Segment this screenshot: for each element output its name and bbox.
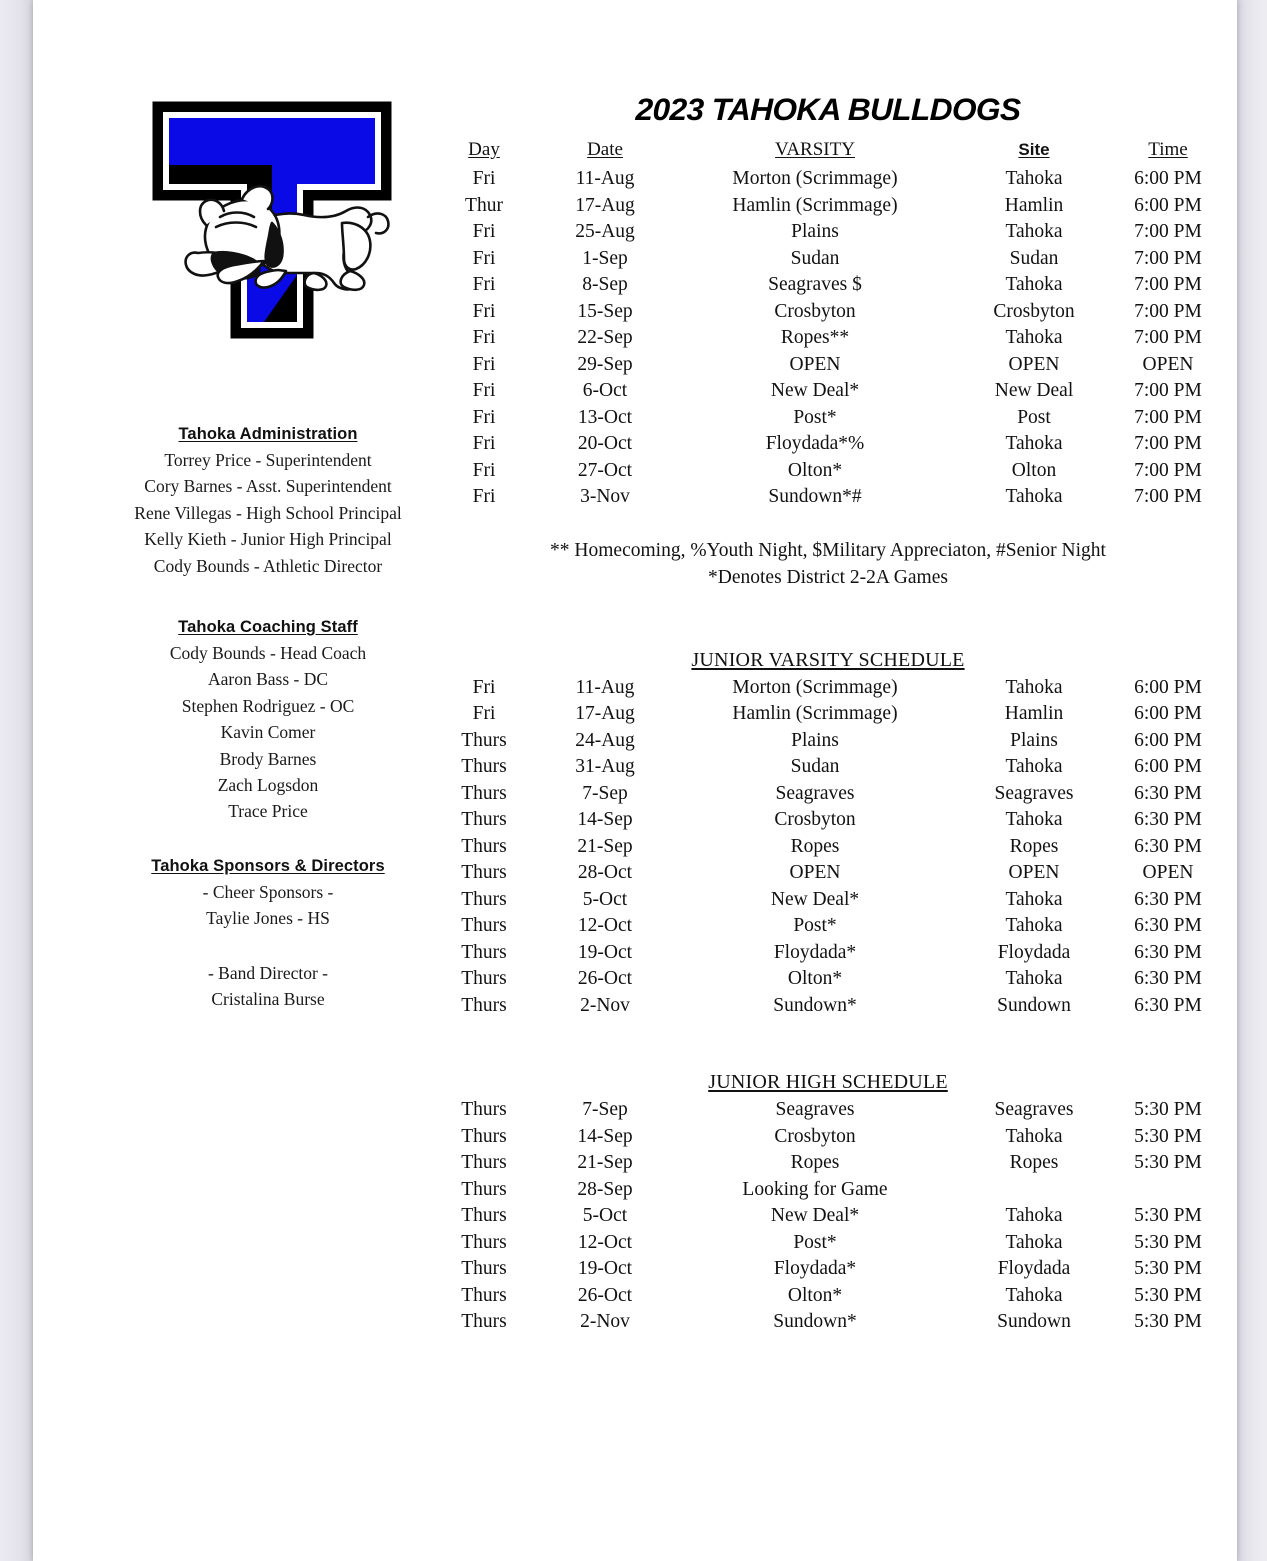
cell-opponent: Plains: [791, 729, 839, 751]
cell-time: 6:30 PM: [1134, 968, 1202, 989]
table-row: [428, 431, 1228, 458]
cell-day: Thurs: [461, 968, 507, 989]
junior-varsity-rows: [428, 675, 1228, 1020]
cell-opponent: Floydada*: [773, 941, 857, 963]
cell-site: Tahoka: [1005, 809, 1063, 830]
administration-person: Cory Barnes - Asst. Superintendent: [144, 476, 392, 497]
cell-day: Fri: [472, 300, 496, 322]
cell-day: Thurs: [461, 1152, 507, 1173]
cell-time: 6:30 PM: [1134, 782, 1202, 804]
legend-line-district: *Denotes District 2-2A Games: [708, 566, 948, 588]
cell-day: Thurs: [461, 915, 507, 936]
table-row: [428, 675, 1228, 702]
cell-date: 26-Oct: [577, 1284, 633, 1306]
cell-site: Floydada: [997, 941, 1071, 963]
cell-time: 7:00 PM: [1134, 300, 1202, 322]
cell-opponent: New Deal*: [770, 1205, 860, 1226]
coaching-staff-person: Zach Logsdon: [217, 775, 319, 796]
cell-time: 6:00 PM: [1134, 168, 1202, 189]
cell-day: Thurs: [461, 1231, 507, 1253]
cell-site: Tahoka: [1005, 327, 1063, 348]
cell-date: 28-Sep: [577, 1178, 633, 1200]
table-row: [428, 701, 1228, 728]
coaching-staff-person: Cody Bounds - Head Coach: [169, 643, 367, 664]
cell-opponent: Floydada*%: [765, 433, 865, 454]
cell-date: 25-Aug: [575, 221, 635, 242]
table-row: [428, 272, 1228, 299]
cell-opponent: Post*: [793, 915, 837, 936]
cell-date: 7-Sep: [582, 782, 628, 804]
cell-time: 7:00 PM: [1134, 274, 1202, 295]
cell-day: Thurs: [461, 888, 507, 910]
administration-heading: Tahoka Administration: [178, 425, 358, 443]
page-title: 2023 TAHOKA BULLDOGS: [635, 92, 1021, 127]
table-row: [428, 325, 1228, 352]
cell-date: 12-Oct: [577, 1231, 633, 1253]
table-row: [428, 1124, 1228, 1151]
cell-date: 17-Aug: [575, 703, 635, 724]
coaching-staff-person: Kavin Comer: [220, 722, 316, 743]
cell-day: Fri: [472, 380, 496, 401]
cell-day: Thurs: [461, 1258, 507, 1279]
cell-time: 7:00 PM: [1134, 486, 1202, 507]
cell-date: 5-Oct: [582, 1205, 628, 1226]
cell-site: Tahoka: [1005, 756, 1063, 777]
cell-date: 29-Sep: [577, 353, 633, 375]
cell-opponent: Post*: [793, 406, 837, 428]
cell-opponent: Crosbyton: [774, 1125, 856, 1147]
cell-site: Sundown: [997, 994, 1071, 1016]
cell-day: Thur: [465, 194, 503, 216]
cell-day: Thurs: [461, 1311, 507, 1332]
cell-site: Tahoka: [1005, 168, 1063, 189]
table-row: [428, 887, 1228, 914]
cell-site: Seagraves: [994, 782, 1074, 804]
cell-date: 22-Sep: [577, 327, 633, 348]
table-row: [428, 352, 1228, 379]
main-content: [428, 92, 1228, 1336]
cell-date: 14-Sep: [577, 809, 633, 830]
column-header-time: Time: [1148, 138, 1188, 160]
cell-site: Olton: [1011, 459, 1057, 481]
cell-time: 6:00 PM: [1134, 703, 1202, 724]
cell-site: Crosbyton: [993, 300, 1075, 322]
column-header-varsity: VARSITY: [775, 138, 855, 160]
cell-site: Tahoka: [1005, 486, 1063, 507]
administration-person: Rene Villegas - High School Principal: [134, 502, 402, 523]
cell-site: Tahoka: [1005, 1231, 1063, 1253]
cell-site: Sundown: [997, 1311, 1071, 1332]
table-row: [428, 807, 1228, 834]
coaching-staff-section: [108, 618, 428, 825]
cell-site: Tahoka: [1005, 274, 1063, 295]
table-header-row: [428, 136, 1228, 166]
table-row: [428, 405, 1228, 432]
cell-day: Fri: [472, 433, 496, 454]
cell-opponent: Morton (Scrimmage): [732, 168, 898, 189]
cell-date: 11-Aug: [575, 168, 635, 189]
cell-time: 7:00 PM: [1134, 433, 1202, 454]
cell-site: Ropes: [1009, 835, 1059, 857]
table-row: [428, 378, 1228, 405]
cell-site: Tahoka: [1005, 1205, 1063, 1226]
administration-section: [108, 425, 428, 579]
cell-date: 21-Sep: [577, 835, 633, 857]
cell-day: Fri: [472, 459, 496, 481]
cell-time: 6:30 PM: [1134, 835, 1202, 857]
table-row: [428, 781, 1228, 808]
cell-date: 2-Nov: [580, 994, 630, 1016]
cell-opponent: Floydada*: [773, 1258, 857, 1279]
cheer-sponsors-label: - Cheer Sponsors -: [202, 881, 334, 902]
cell-day: Thurs: [461, 1205, 507, 1226]
cell-day: Thurs: [461, 1125, 507, 1147]
cell-opponent: Post*: [793, 1231, 837, 1253]
sponsors-heading: Tahoka Sponsors & Directors: [151, 856, 385, 875]
cell-date: 1-Sep: [582, 247, 628, 269]
cell-time: 7:00 PM: [1134, 380, 1202, 401]
cell-opponent: Morton (Scrimmage): [732, 676, 898, 698]
table-row: [428, 1230, 1228, 1257]
cell-day: Thurs: [461, 1099, 507, 1120]
junior-varsity-schedule-table: [428, 675, 1228, 1020]
sponsors-section: [108, 857, 428, 1013]
cell-opponent: Sundown*#: [768, 486, 862, 507]
cell-time: 6:00 PM: [1134, 676, 1202, 698]
junior-varsity-heading: JUNIOR VARSITY SCHEDULE: [691, 648, 965, 671]
cell-opponent: Hamlin (Scrimmage): [732, 703, 898, 724]
cell-time: 7:00 PM: [1134, 247, 1202, 269]
coaching-staff-person: Brody Barnes: [219, 748, 317, 769]
cell-date: 2-Nov: [580, 1311, 630, 1332]
cell-day: Fri: [472, 221, 496, 242]
page-right-margin: [1237, 0, 1267, 1561]
cell-time: 7:00 PM: [1134, 327, 1202, 348]
cell-date: 31-Aug: [575, 756, 635, 777]
cell-site: Tahoka: [1005, 433, 1063, 454]
cell-site: [960, 1177, 1108, 1204]
cell-time: 6:30 PM: [1134, 888, 1202, 910]
column-header-date: Date: [587, 138, 623, 160]
cell-date: 13-Oct: [577, 406, 633, 428]
legend: [428, 537, 1228, 591]
junior-high-heading: JUNIOR HIGH SCHEDULE: [708, 1071, 948, 1093]
table-row: [428, 1097, 1228, 1124]
cell-site: New Deal: [994, 380, 1074, 401]
cell-opponent: Sundown*: [773, 1311, 857, 1332]
cell-day: Thurs: [461, 1178, 507, 1200]
cell-opponent: OPEN: [789, 353, 841, 375]
cell-time: OPEN: [1142, 862, 1194, 883]
page-left-margin: [0, 0, 33, 1561]
coaching-staff-person: Trace Price: [228, 801, 308, 822]
cell-time: 6:00 PM: [1134, 756, 1202, 777]
cell-date: 27-Oct: [577, 459, 633, 481]
cell-time: 5:30 PM: [1134, 1152, 1202, 1173]
cell-date: 26-Oct: [577, 968, 633, 989]
cell-time: [1108, 1177, 1228, 1204]
table-row: [428, 1177, 1228, 1204]
tahoka-bulldogs-logo: [146, 95, 398, 345]
cell-time: 6:30 PM: [1134, 994, 1202, 1016]
varsity-schedule-table: [428, 136, 1228, 511]
cell-date: 17-Aug: [575, 194, 635, 216]
band-director-label: - Band Director -: [207, 962, 329, 983]
cell-day: Fri: [472, 486, 496, 507]
cell-day: Thurs: [461, 994, 507, 1016]
table-row: [428, 1309, 1228, 1336]
spacer: [108, 579, 428, 618]
cell-day: Thurs: [461, 809, 507, 830]
table-row: [428, 966, 1228, 993]
cell-opponent: Ropes: [790, 1152, 840, 1173]
cheer-sponsor-person: Taylie Jones - HS: [206, 908, 330, 929]
cell-site: OPEN: [1008, 353, 1060, 375]
cell-opponent: Sudan: [790, 756, 840, 777]
cell-day: Thurs: [461, 782, 507, 804]
cell-day: Fri: [472, 274, 496, 295]
cell-time: 5:30 PM: [1134, 1125, 1202, 1147]
table-row: [428, 458, 1228, 485]
table-row: [428, 484, 1228, 511]
table-row: [428, 754, 1228, 781]
spacer: [108, 932, 428, 960]
administration-person: Cody Bounds - Athletic Director: [153, 555, 383, 576]
cell-site: Tahoka: [1005, 1284, 1063, 1306]
cell-date: 24-Aug: [575, 729, 635, 751]
cell-time: 6:30 PM: [1134, 941, 1202, 963]
cell-opponent: Ropes**: [780, 327, 850, 348]
cell-opponent: Hamlin (Scrimmage): [732, 194, 898, 216]
cell-day: Fri: [472, 353, 496, 375]
cell-site: Tahoka: [1005, 1125, 1063, 1147]
junior-high-rows: [428, 1097, 1228, 1336]
spacer: [428, 591, 1228, 649]
cell-site: Sudan: [1009, 247, 1059, 269]
table-row: [428, 166, 1228, 193]
cell-opponent: Seagraves: [775, 1099, 855, 1120]
legend-line-markers: ** Homecoming, %Youth Night, $Military Appreciaton, #Senior Night: [550, 539, 1106, 561]
cell-date: 19-Oct: [577, 941, 633, 963]
cell-time: 7:00 PM: [1134, 459, 1202, 481]
cell-day: Thurs: [461, 835, 507, 857]
cell-time: 6:00 PM: [1134, 729, 1202, 751]
cell-site: Tahoka: [1005, 221, 1063, 242]
cell-day: Fri: [472, 327, 496, 348]
cell-site: Plains: [1010, 729, 1058, 751]
cell-site: Tahoka: [1005, 915, 1063, 936]
table-row: [428, 913, 1228, 940]
cell-date: 15-Sep: [577, 300, 633, 322]
table-row: [428, 193, 1228, 220]
sidebar: [108, 425, 428, 1013]
junior-high-schedule-table: [428, 1097, 1228, 1336]
cell-date: 3-Nov: [580, 486, 630, 507]
cell-time: 5:30 PM: [1134, 1205, 1202, 1226]
table-row: [428, 728, 1228, 755]
table-row: [428, 1150, 1228, 1177]
cell-opponent: Seagraves: [775, 782, 855, 804]
cell-time: 5:30 PM: [1134, 1231, 1202, 1253]
table-row: [428, 246, 1228, 273]
cell-site: Ropes: [1009, 1152, 1059, 1173]
cell-site: Floydada: [997, 1258, 1071, 1279]
cell-site: OPEN: [1008, 862, 1060, 883]
column-header-day: Day: [468, 138, 500, 160]
cell-site: Hamlin: [1004, 703, 1064, 724]
cell-day: Thurs: [461, 756, 507, 777]
cell-opponent: Looking for Game: [742, 1178, 888, 1200]
cell-time: 5:30 PM: [1134, 1258, 1202, 1279]
cell-time: 7:00 PM: [1134, 221, 1202, 242]
cell-date: 7-Sep: [582, 1099, 628, 1120]
cell-opponent: New Deal*: [770, 380, 860, 401]
cell-date: 12-Oct: [577, 915, 633, 936]
cell-day: Fri: [472, 703, 496, 724]
cell-time: 6:00 PM: [1134, 194, 1202, 216]
cell-day: Fri: [472, 676, 496, 698]
cell-date: 5-Oct: [582, 888, 628, 910]
cell-opponent: Olton*: [787, 459, 843, 481]
administration-person: Kelly Kieth - Junior High Principal: [144, 529, 392, 550]
table-row: [428, 940, 1228, 967]
cell-date: 14-Sep: [577, 1125, 633, 1147]
cell-date: 11-Aug: [575, 676, 635, 698]
table-row: [428, 860, 1228, 887]
cell-day: Thurs: [461, 1284, 507, 1306]
cell-site: Seagraves: [994, 1099, 1074, 1120]
cell-site: Tahoka: [1005, 676, 1063, 698]
coaching-staff-person: Aaron Bass - DC: [207, 669, 329, 690]
cell-date: 19-Oct: [577, 1258, 633, 1279]
cell-site: Hamlin: [1004, 194, 1064, 216]
coaching-staff-person: Stephen Rodriguez - OC: [181, 695, 355, 716]
cell-day: Fri: [472, 406, 496, 428]
cell-opponent: Olton*: [787, 1284, 843, 1306]
cell-opponent: New Deal*: [770, 888, 860, 910]
cell-opponent: Seagraves $: [768, 274, 862, 295]
cell-time: 5:30 PM: [1134, 1311, 1202, 1332]
table-row: [428, 299, 1228, 326]
administration-person: Torrey Price - Superintendent: [164, 450, 372, 470]
spacer: [428, 1019, 1228, 1071]
cell-day: Thurs: [461, 862, 507, 883]
column-header-site: Site: [1018, 139, 1050, 159]
table-row: [428, 1256, 1228, 1283]
cell-day: Fri: [472, 247, 496, 269]
cell-time: 6:30 PM: [1134, 809, 1202, 830]
band-director-person: Cristalina Burse: [211, 989, 325, 1010]
cell-time: 5:30 PM: [1134, 1099, 1202, 1120]
table-row: [428, 1283, 1228, 1310]
cell-site: Tahoka: [1005, 888, 1063, 910]
cell-opponent: Crosbyton: [774, 809, 856, 830]
coaching-staff-heading: Tahoka Coaching Staff: [178, 618, 358, 637]
cell-opponent: OPEN: [789, 862, 841, 883]
cell-opponent: Ropes: [790, 835, 840, 857]
cell-date: 20-Oct: [577, 433, 633, 454]
cell-date: 6-Oct: [582, 380, 628, 401]
cell-time: 5:30 PM: [1134, 1284, 1202, 1306]
cell-site: Tahoka: [1005, 968, 1063, 989]
cell-day: Thurs: [461, 941, 507, 963]
cell-opponent: Sudan: [790, 247, 840, 269]
cell-opponent: Sundown*: [773, 994, 857, 1016]
varsity-rows: [428, 166, 1228, 511]
cell-site: Post: [1017, 406, 1051, 428]
cell-date: 8-Sep: [582, 274, 628, 295]
table-row: [428, 219, 1228, 246]
cell-day: Fri: [472, 168, 496, 189]
table-row: [428, 834, 1228, 861]
table-row: [428, 1203, 1228, 1230]
schedule-page: [33, 0, 1237, 1561]
cell-time: 7:00 PM: [1134, 406, 1202, 428]
cell-day: Thurs: [461, 729, 507, 751]
cell-time: 6:30 PM: [1134, 915, 1202, 936]
cell-opponent: Plains: [791, 221, 839, 242]
cell-date: 28-Oct: [577, 862, 633, 883]
spacer: [108, 825, 428, 857]
cell-opponent: Crosbyton: [774, 300, 856, 322]
cell-time: OPEN: [1142, 353, 1194, 375]
cell-date: 21-Sep: [577, 1152, 633, 1173]
table-row: [428, 993, 1228, 1020]
cell-opponent: Olton*: [787, 968, 843, 989]
